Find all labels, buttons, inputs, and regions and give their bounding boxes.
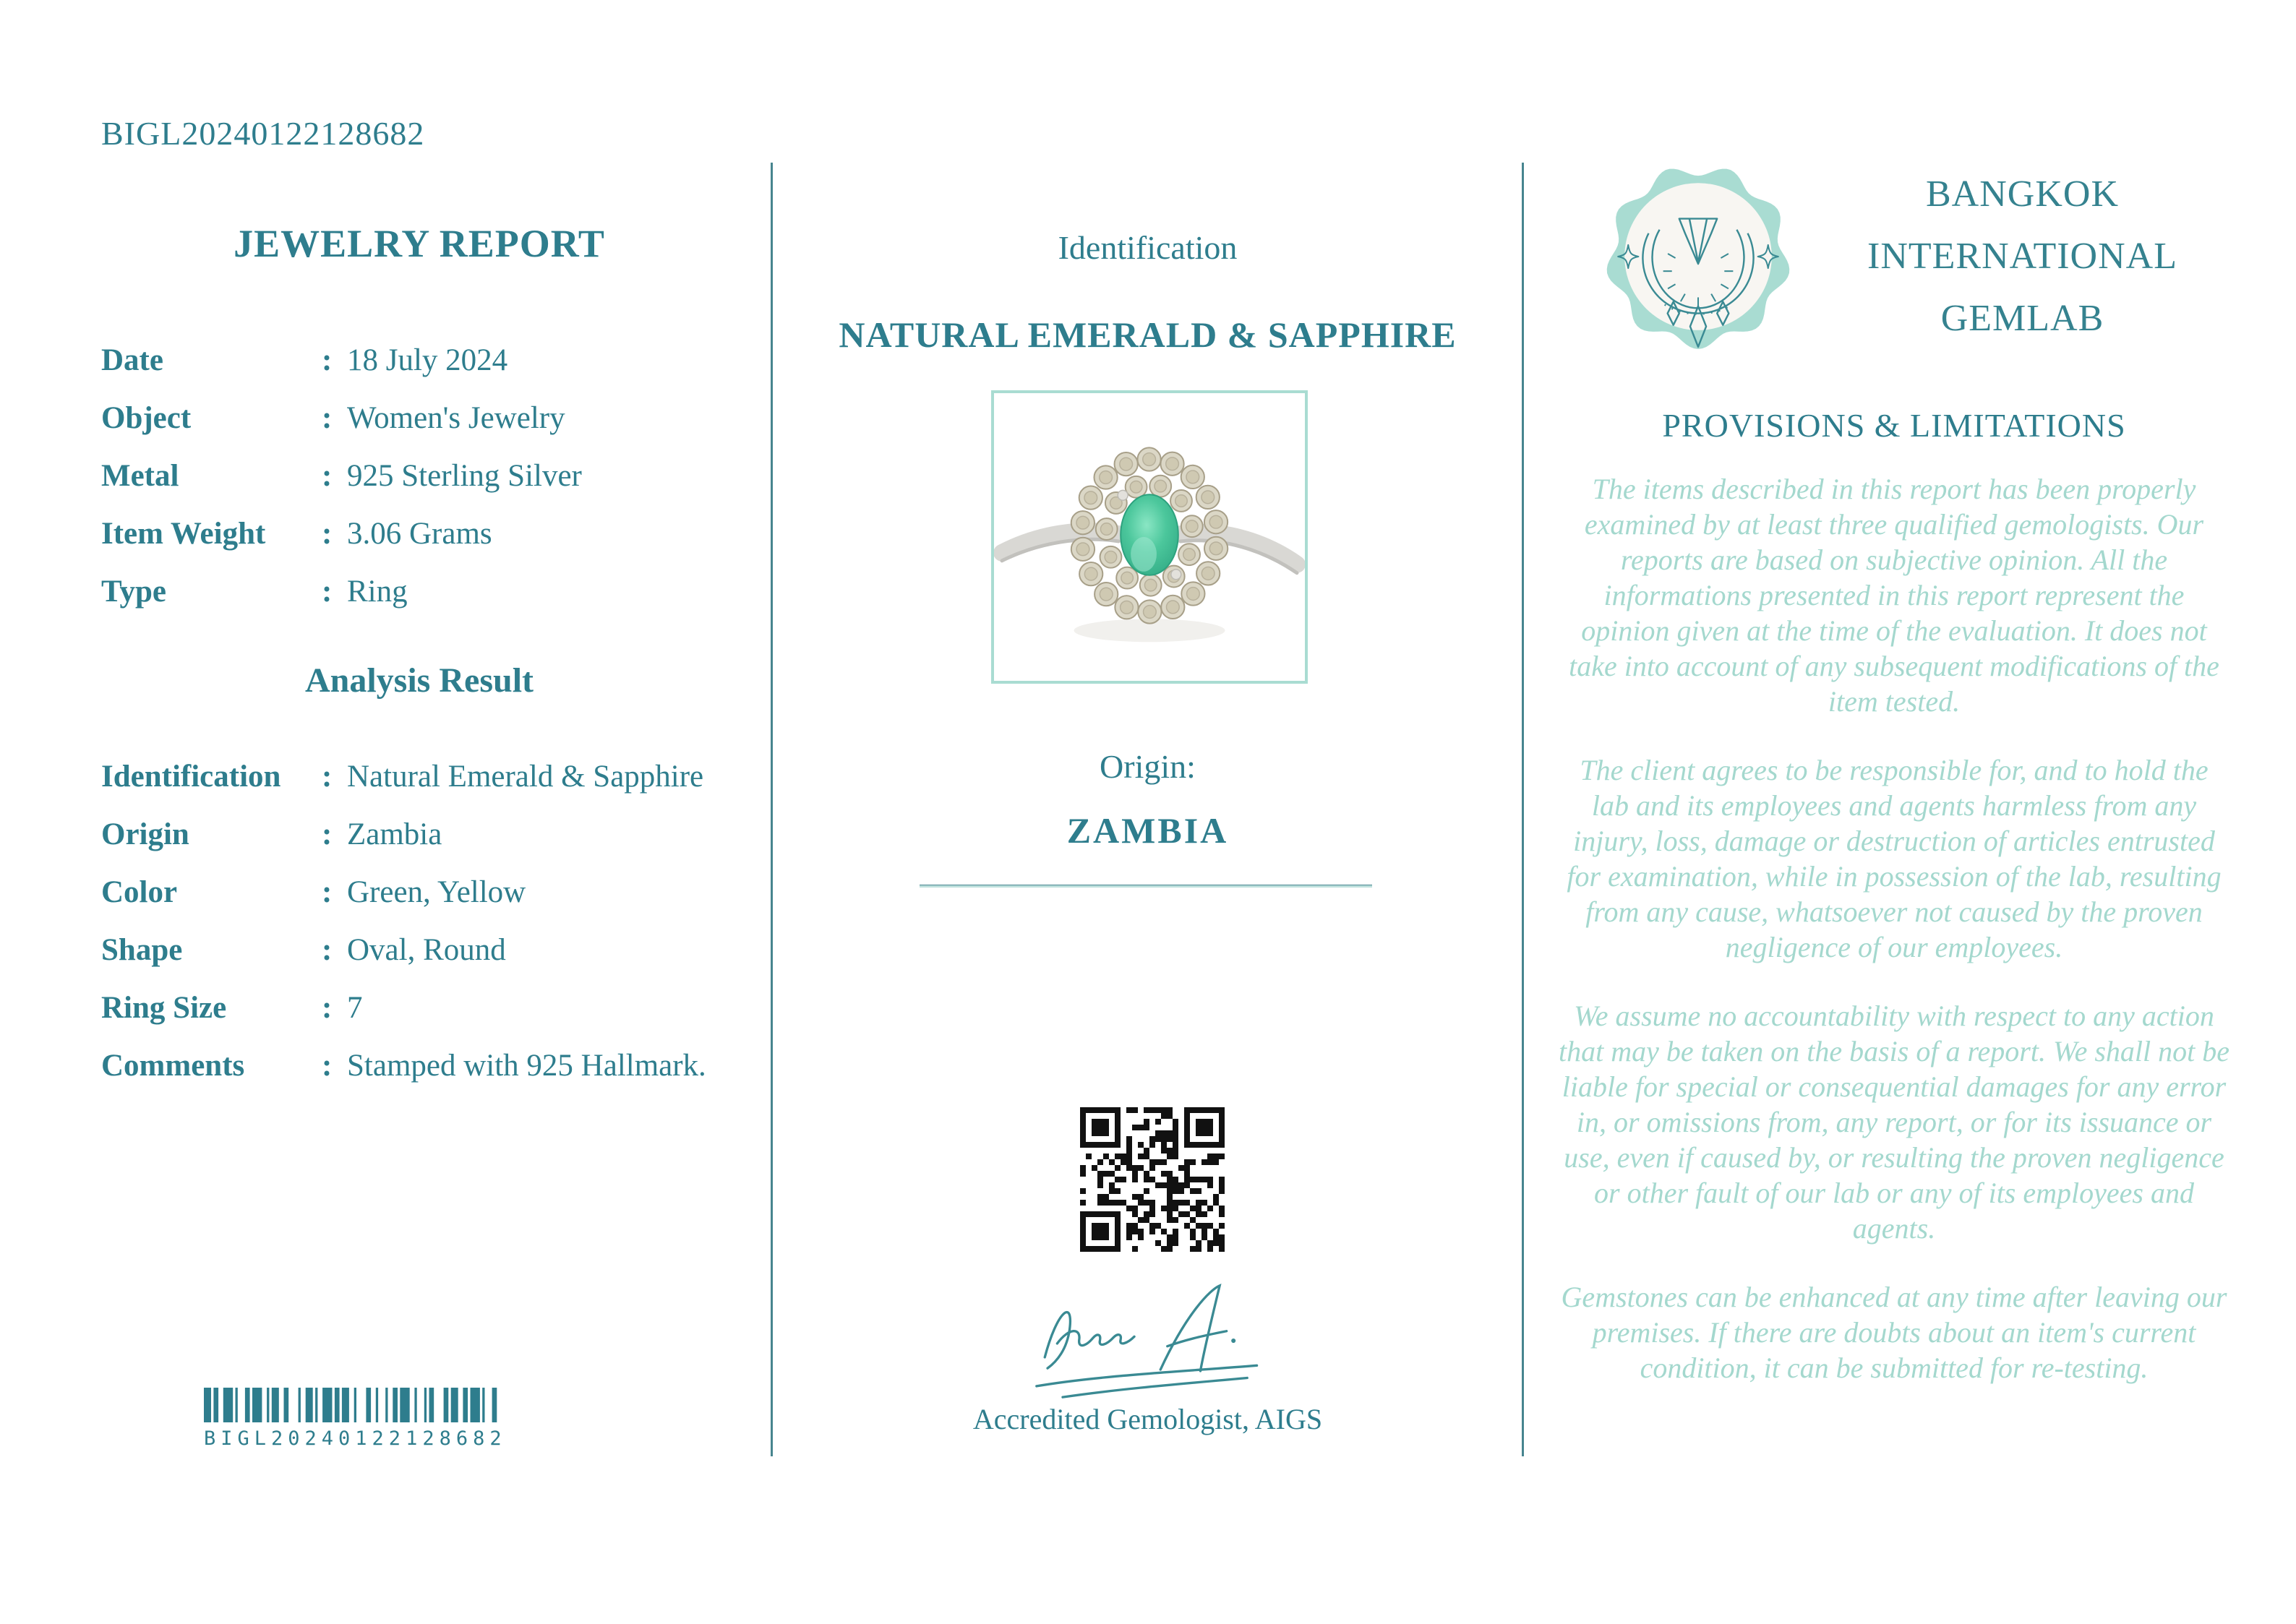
lab-name bbox=[1840, 163, 2205, 350]
identification-result: NATURAL EMERALD & SAPPHIRE bbox=[839, 314, 1457, 355]
field-colon: : bbox=[322, 759, 333, 794]
field-row-identification bbox=[101, 747, 737, 805]
field-value: Women's Jewelry bbox=[347, 400, 565, 435]
field-colon: : bbox=[322, 817, 333, 851]
field-colon: : bbox=[322, 932, 333, 967]
field-row-comments bbox=[101, 1036, 737, 1094]
field-value: 7 bbox=[347, 990, 363, 1025]
field-colon: : bbox=[322, 516, 333, 551]
field-row-object bbox=[101, 389, 737, 447]
identification-heading: Identification bbox=[1058, 229, 1238, 266]
barcode-text: BIGL20240122128682 bbox=[204, 1427, 507, 1450]
origin-divider-line bbox=[920, 885, 1372, 888]
field-row-type bbox=[101, 562, 737, 620]
field-value: Stamped with 925 Hallmark. bbox=[347, 1048, 706, 1083]
field-label: Object bbox=[101, 400, 192, 435]
field-value: 925 Sterling Silver bbox=[347, 458, 582, 493]
prong bbox=[1171, 570, 1181, 580]
field-label: Identification bbox=[101, 759, 281, 794]
field-colon: : bbox=[322, 458, 333, 493]
qr-code bbox=[1080, 1107, 1225, 1252]
jewelry-photo-frame bbox=[991, 390, 1308, 684]
field-row-item-weight bbox=[101, 504, 737, 562]
field-row-shape bbox=[101, 921, 737, 979]
field-value: Natural Emerald & Sapphire bbox=[347, 759, 704, 794]
provisions-title: PROVISIONS & LIMITATIONS bbox=[1662, 407, 2126, 444]
analysis-fields bbox=[101, 747, 737, 1094]
field-label: Type bbox=[101, 574, 166, 609]
field-row-origin bbox=[101, 805, 737, 863]
field-label: Date bbox=[101, 343, 163, 377]
lab-name-line: INTERNATIONAL bbox=[1867, 236, 2177, 277]
barcode bbox=[204, 1388, 507, 1450]
field-label: Color bbox=[101, 875, 178, 909]
field-colon: : bbox=[322, 875, 333, 909]
gemlab-logo-badge-icon bbox=[1603, 162, 1793, 351]
field-colon: : bbox=[322, 400, 333, 435]
field-value: 18 July 2024 bbox=[347, 343, 508, 377]
provisions-paragraph: We assume no accountability with respect to any action that may be taken on the basis of a report. We shall not be liable for special or consequential damages for any error in, or omissions from, any report, or for its issuance or use, even if caused by, or resulting the proven negligence or other fault of our lab or any of its employees and agents. bbox=[1558, 1000, 2230, 1245]
field-row-ring-size bbox=[101, 979, 737, 1036]
field-label: Comments bbox=[101, 1048, 245, 1083]
provisions-text bbox=[1558, 471, 2230, 1419]
field-value: Green, Yellow bbox=[347, 875, 526, 909]
report-number: BIGL20240122128682 bbox=[101, 115, 425, 152]
provisions-paragraph: The client agrees to be responsible for, and to hold the lab and its employees and agents harmless from any injury, loss, damage or destruction of articles entrusted for examination, while in possession of the lab, resulting from any cause, whatsoever not caused by the proven negligence of our employees. bbox=[1567, 754, 2222, 963]
signature-icon bbox=[996, 1269, 1303, 1414]
field-value: Ring bbox=[347, 574, 408, 609]
ring-photo bbox=[994, 393, 1305, 681]
field-row-date bbox=[101, 331, 737, 389]
provisions-paragraph: The items described in this report has been properly examined by at least three qualified gemologists. Our reports are based on subjective opinion. All the informations presented in this report represent the opinion given at the time of the evaluation. It does not take into account of any subsequent modifications of the item tested. bbox=[1569, 473, 2219, 718]
gemologist-credit: Accredited Gemologist, AIGS bbox=[972, 1403, 1323, 1435]
report-fields bbox=[101, 331, 737, 620]
gemologist-signature bbox=[996, 1269, 1303, 1414]
prong bbox=[1118, 490, 1128, 500]
field-value: 3.06 Grams bbox=[347, 516, 492, 551]
origin-label: Origin: bbox=[1100, 748, 1196, 785]
lab-name-line: BANGKOK bbox=[1926, 173, 2119, 215]
gemlab-logo bbox=[1603, 162, 1793, 351]
field-label: Ring Size bbox=[101, 990, 227, 1025]
analysis-result-title: Analysis Result bbox=[304, 661, 534, 700]
origin-value: ZAMBIA bbox=[1066, 810, 1229, 851]
field-colon: : bbox=[322, 574, 333, 609]
field-row-color bbox=[101, 863, 737, 921]
field-label: Metal bbox=[101, 458, 179, 493]
field-value: Zambia bbox=[347, 817, 442, 851]
field-label: Origin bbox=[101, 817, 189, 851]
qr-code-icon bbox=[1080, 1107, 1225, 1252]
barcode-icon bbox=[204, 1388, 502, 1422]
field-colon: : bbox=[322, 1048, 333, 1083]
field-colon: : bbox=[322, 343, 333, 377]
field-value: Oval, Round bbox=[347, 932, 506, 967]
field-label: Shape bbox=[101, 932, 183, 967]
field-label: Item Weight bbox=[101, 516, 266, 551]
field-row-metal bbox=[101, 447, 737, 504]
field-colon: : bbox=[322, 990, 333, 1025]
provisions-paragraph: Gemstones can be enhanced at any time after leaving our premises. If there are doubts about an item's current condition, it can be submitted for re-testing. bbox=[1561, 1281, 2227, 1384]
lab-name-line: GEMLAB bbox=[1940, 298, 2104, 339]
report-title: JEWELRY REPORT bbox=[234, 222, 605, 265]
